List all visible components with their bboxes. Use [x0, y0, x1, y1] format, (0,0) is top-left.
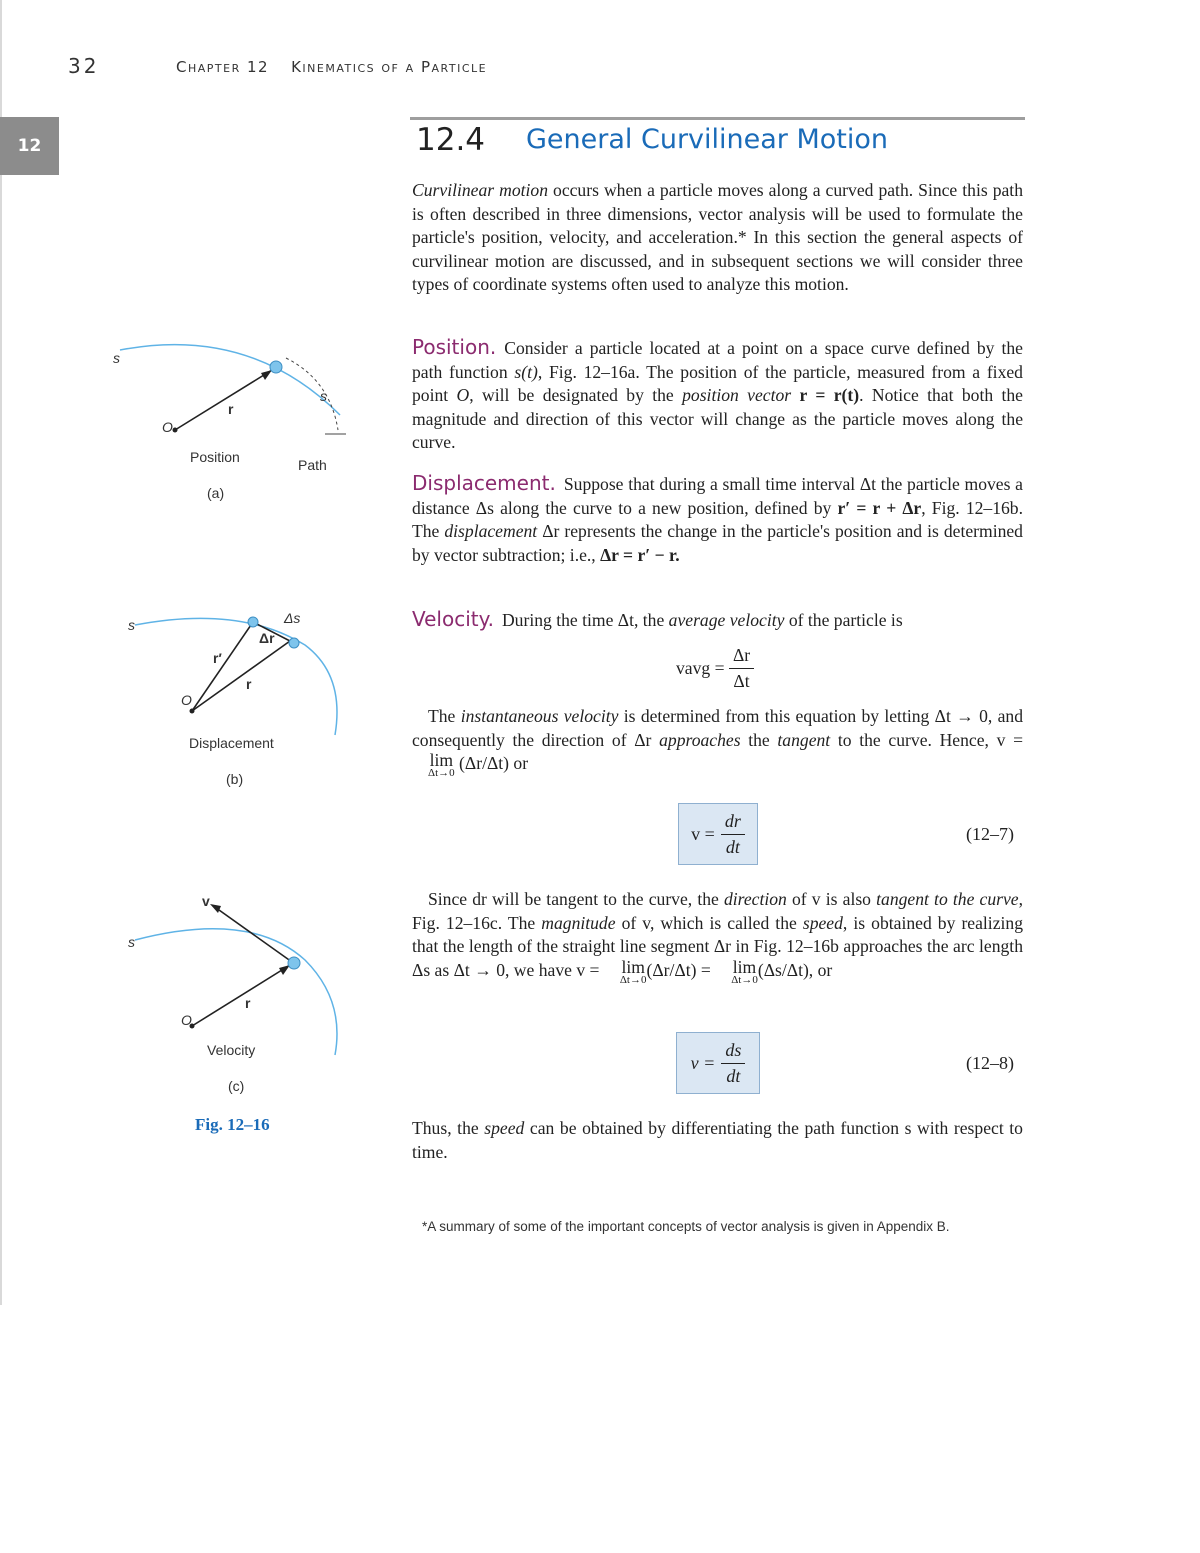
p2-a: The: [428, 706, 461, 726]
fig-b-r-prime: r′: [213, 650, 222, 666]
p3-lim2-sub: Δt→0: [731, 973, 758, 986]
eq8-fraction: [721, 1040, 745, 1087]
position-O: O: [456, 385, 470, 405]
arrowhead: [261, 370, 272, 380]
section-title: General Curvilinear Motion: [526, 124, 889, 155]
p3-e: , is obtained by realizing that the length of the straight line segment Δr in Fig. 12–16b approaches the arc length Δs as Δt → 0, we have: [412, 912, 1023, 980]
fig-c-v: v: [202, 893, 210, 909]
fig-c-caption: (c): [228, 1078, 245, 1094]
eq7-den: dt: [725, 836, 740, 857]
p3-a: Since dr will be tangent to the curve, the: [428, 889, 724, 909]
equation-12-7-label: (12–7): [966, 824, 1014, 844]
displacement-paragraph: [412, 472, 1023, 567]
figure-c: [120, 890, 360, 1060]
equation-12-8-box: [676, 1032, 760, 1094]
displacement-text-c: Δr represents the change in the particle's position and is determined by vector subtraction; i.e.,: [412, 521, 1023, 565]
p3-d: of v, which is called the: [615, 912, 803, 933]
intro-paragraph: [412, 179, 1023, 297]
eq8-lhs: v =: [690, 1052, 716, 1073]
fig-b-delta-r: Δr: [259, 630, 275, 646]
footnote: *A summary of some of the important concepts of vector analysis is given in Appendix B.: [422, 1219, 950, 1234]
position-eq: r = r(t): [799, 385, 860, 405]
p3-b: of v is also: [786, 889, 877, 909]
p2-lim-sub: Δt→0: [428, 767, 455, 779]
fig-a-s: s: [113, 350, 120, 366]
speed-paragraph: [412, 1117, 1023, 1164]
origin-point: [190, 709, 195, 714]
displacement-text-b: , Fig. 12–16b. The: [412, 497, 1023, 541]
path-curve: [135, 618, 337, 735]
figure-a: [100, 330, 360, 510]
eq7-num: dr: [721, 811, 745, 835]
position-term: position vector: [682, 385, 792, 405]
equation-12-7-box: [678, 803, 758, 865]
intro-term: Curvilinear motion: [412, 180, 548, 200]
fig-c-s: s: [128, 934, 135, 950]
fig-a-caption: (a): [207, 485, 225, 501]
r-vector: [192, 641, 290, 711]
p3-lim1-word: lim: [621, 956, 645, 977]
p2-e: (Δr/Δt) or: [454, 753, 529, 773]
eq7-lhs: v =: [691, 823, 715, 844]
velocity-paragraph: [412, 608, 1023, 633]
displacement-eq1: r′ = r + Δr: [837, 497, 922, 518]
fig-c-r: r: [245, 995, 251, 1011]
page-edge: [0, 0, 2, 1305]
eq8-num: ds: [721, 1040, 745, 1064]
position-paragraph: [412, 336, 1023, 455]
p3-c: , Fig. 12–16c. The: [412, 889, 1024, 933]
figure-caption: Fig. 12–16: [195, 1115, 270, 1134]
velocity-text-b: of the particle is: [784, 610, 903, 630]
chapter-number: Chapter 12: [176, 58, 270, 76]
fig-b-r: r: [246, 676, 252, 692]
fig-a-s-arc: s: [320, 388, 327, 404]
particle-initial: [248, 617, 258, 627]
p4-term: speed: [484, 1118, 525, 1138]
intro-text: occurs when a particle moves along a curved path. Since this path is often described in three dimensions, vector analysis will be used to formulate the particle's position, velocity, and acceleration.* In this section the general aspects of curvilinear motion are discussed, and in subsequent sections we will consider three types of coordinate systems often used to analyze this motion.: [412, 180, 1023, 294]
fig-c-label: Velocity: [207, 1042, 256, 1058]
p2-lim-word: lim: [429, 750, 454, 770]
fig-b-caption: (b): [226, 771, 244, 787]
origin-point: [173, 428, 178, 433]
p2-d: to the curve. Hence, v =: [830, 729, 1023, 750]
fig-a-r: r: [228, 401, 234, 417]
section-number: 12.4: [416, 122, 486, 158]
p2-lim: [412, 752, 455, 778]
p3-eq-b: (Δr/Δt) =: [646, 959, 716, 980]
p3-term2: tangent to the curve: [876, 889, 1019, 909]
fig-a-label-position: Position: [190, 449, 240, 465]
velocity-term: average velocity: [668, 610, 785, 630]
p3-term1: direction: [723, 889, 787, 909]
p3-lim2-word: lim: [732, 956, 757, 977]
position-s-t: s(t): [514, 361, 538, 382]
displacement-eq2: Δr = r′ − r.: [600, 544, 680, 565]
vavg-equation: [676, 645, 754, 692]
running-header: [176, 58, 509, 76]
velocity-heading: Velocity.: [412, 607, 494, 631]
p2-term3: tangent: [777, 729, 831, 750]
p2-term2: approaches: [659, 729, 741, 750]
p2-b: is determined from this equation by letting Δt → 0, and consequently the direction of Δr: [412, 706, 1023, 750]
path-curve: [135, 929, 337, 1055]
particle: [288, 957, 300, 969]
particle: [270, 361, 282, 373]
eq8-den: dt: [726, 1065, 741, 1086]
vavg-den: Δt: [733, 671, 750, 691]
p3-eq-a: v =: [576, 959, 604, 980]
fig-b-O: O: [181, 692, 192, 708]
p3-lim1-sub: Δt→0: [619, 973, 647, 986]
p3-eq-c: (Δs/Δt), or: [757, 959, 833, 980]
r-vector: [192, 965, 290, 1026]
arrowhead: [279, 965, 290, 975]
page-number: 32: [68, 54, 100, 78]
p3-lim1: [604, 956, 647, 986]
displacement-term: displacement: [444, 521, 538, 541]
vavg-num: Δr: [729, 645, 754, 669]
direction-paragraph: [412, 888, 1023, 985]
displacement-heading: Displacement.: [412, 471, 556, 495]
eq7-fraction: [721, 811, 745, 858]
section-rule: [410, 117, 1025, 120]
p2-c: the: [740, 729, 778, 750]
fig-c-O: O: [181, 1012, 192, 1028]
p2-term: instantaneous velocity: [460, 706, 619, 726]
fig-b-label: Displacement: [189, 735, 274, 751]
position-vector: [175, 370, 272, 430]
velocity-text-a: During the time Δt, the: [501, 610, 669, 630]
position-text-a: Consider a particle located at a point on a space curve defined by the path function: [412, 338, 1023, 382]
position-heading: Position.: [412, 335, 497, 359]
chapter-tab: 12: [0, 117, 59, 175]
p3-term4: speed: [802, 912, 843, 933]
p4-a: Thus, the: [412, 1118, 485, 1138]
fig-a-O: O: [162, 419, 173, 435]
arc-length-marker: [286, 358, 338, 430]
chapter-title: Kinematics of a Particle: [291, 58, 488, 76]
r-prime-vector: [192, 622, 253, 711]
particle-final: [289, 638, 299, 648]
vavg-fraction: [729, 645, 754, 692]
vavg-lhs: vavg =: [676, 658, 725, 678]
position-text-c: , will be designated by the: [469, 385, 683, 405]
fig-b-delta-s: Δs: [284, 610, 301, 626]
arrowhead: [210, 904, 221, 913]
fig-a-label-path: Path: [298, 457, 327, 473]
fig-b-s: s: [128, 617, 135, 633]
instantaneous-paragraph: [412, 705, 1023, 778]
displacement-text-a: Suppose that during a small time interval Δt the particle moves a distance Δs along the curve to a new position, defined by: [412, 474, 1023, 518]
equation-12-8-label: (12–8): [966, 1053, 1014, 1073]
p3-lim2: [715, 956, 758, 986]
velocity-vector: [212, 905, 292, 962]
position-text-d: . Notice that both the magnitude and direction of this vector will change as the particle moves along the curve.: [412, 385, 1023, 452]
position-text-b: , Fig. 12–16a. The position of the particle, measured from a fixed point: [412, 361, 1023, 405]
figure-b: [120, 605, 360, 745]
p4-b: can be obtained by differentiating the path function s with respect to time.: [412, 1118, 1023, 1162]
p3-term3: magnitude: [541, 912, 616, 933]
